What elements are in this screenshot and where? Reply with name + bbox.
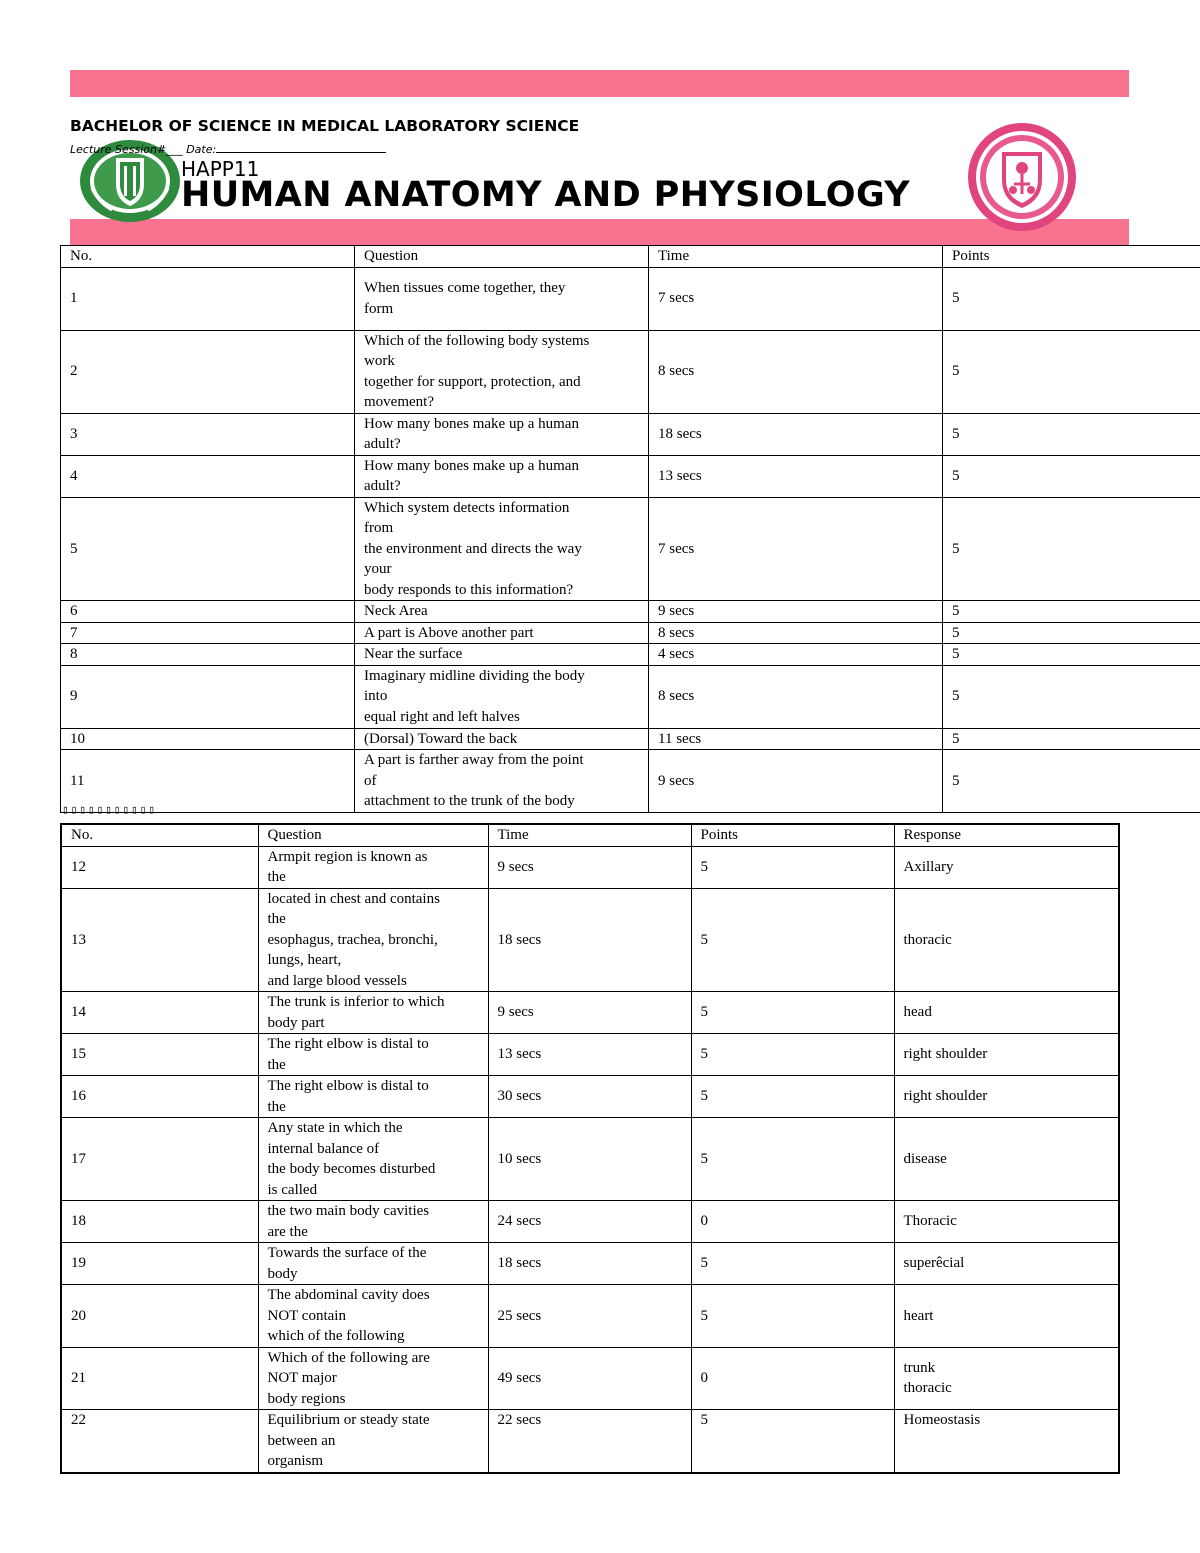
cell-time: 13 secs: [488, 1034, 691, 1076]
cell-time: 49 secs: [488, 1347, 691, 1410]
cell-no: 12: [61, 846, 258, 888]
cell-no: 19: [61, 1243, 258, 1285]
header-no: No.: [61, 246, 355, 268]
cell-no: 2: [61, 330, 355, 413]
table-row: [61, 644, 1200, 666]
cell-time: 8 secs: [649, 622, 943, 644]
cell-no: 20: [61, 1285, 258, 1348]
cell-time: 7 secs: [649, 497, 943, 601]
cell-no: 11: [61, 750, 355, 813]
cell-points: 0: [691, 1201, 894, 1243]
cell-points: 5: [943, 665, 1200, 728]
cell-points: 5: [691, 1118, 894, 1201]
cell-question: (Dorsal) Toward the back: [355, 728, 649, 750]
cell-question: located in chest and contains the esophagus, trachea, bronchi, lungs, heart, and large blood vessels: [258, 888, 488, 992]
cell-time: 9 secs: [488, 846, 691, 888]
cell-question: How many bones make up a human adult?: [355, 413, 649, 455]
cell-points: 5: [691, 846, 894, 888]
cell-no: 15: [61, 1034, 258, 1076]
cell-question: The abdominal cavity does NOT contain which of the following: [258, 1285, 488, 1348]
cell-response: Homeostasis: [894, 1410, 1119, 1473]
cell-time: 9 secs: [649, 750, 943, 813]
table-row: [61, 1076, 1119, 1118]
table-row: [61, 750, 1200, 813]
table-row: [61, 497, 1200, 601]
missing-glyph-row: ▯▯▯▯▯▯▯▯▯▯▯: [62, 803, 157, 816]
header-question: Question: [355, 246, 649, 268]
cell-response: Axillary: [894, 846, 1119, 888]
cell-response: thoracic: [894, 888, 1119, 992]
quiz-table-1: [60, 245, 1200, 813]
cell-question: Which of the following body systems work together for support, protection, and movement?: [355, 330, 649, 413]
header-points: Points: [943, 246, 1200, 268]
cell-points: 5: [943, 601, 1200, 623]
header-accent-bar: [70, 70, 1129, 97]
cell-time: 8 secs: [649, 330, 943, 413]
cell-no: 22: [61, 1410, 258, 1473]
table-header-row: [61, 824, 1119, 846]
quiz-table-2-body: [61, 824, 1119, 1473]
table-row: [61, 1118, 1119, 1201]
table-row: [61, 1034, 1119, 1076]
cell-points: 5: [943, 330, 1200, 413]
cell-time: 11 secs: [649, 728, 943, 750]
cell-time: 4 secs: [649, 644, 943, 666]
quiz-table-1-body: [61, 246, 1200, 813]
cell-response: right shoulder: [894, 1076, 1119, 1118]
cell-points: 5: [691, 992, 894, 1034]
cell-points: 5: [691, 1076, 894, 1118]
cell-time: 24 secs: [488, 1201, 691, 1243]
cell-question: A part is farther away from the point of attachment to the trunk of the body: [355, 750, 649, 813]
cell-question: Armpit region is known as the: [258, 846, 488, 888]
date-underline: [216, 142, 386, 153]
cell-time: 7 secs: [649, 267, 943, 330]
table-header-row: [61, 246, 1200, 268]
table-row: [61, 413, 1200, 455]
cell-response: heart: [894, 1285, 1119, 1348]
cell-no: 1: [61, 267, 355, 330]
cell-time: 30 secs: [488, 1076, 691, 1118]
cell-points: 5: [691, 1034, 894, 1076]
university-seal-right-icon: [966, 122, 1078, 232]
course-code: HAPP11: [181, 157, 260, 181]
cell-no: 16: [61, 1076, 258, 1118]
cell-points: 5: [943, 728, 1200, 750]
header-question: Question: [258, 824, 488, 846]
cell-question: Near the surface: [355, 644, 649, 666]
cell-time: 18 secs: [488, 888, 691, 992]
program-title: BACHELOR OF SCIENCE IN MEDICAL LABORATORY SCIENCE: [70, 117, 580, 135]
cell-question: Equilibrium or steady state between an organism: [258, 1410, 488, 1473]
table-row: [61, 992, 1119, 1034]
header-no: No.: [61, 824, 258, 846]
cell-question: Neck Area: [355, 601, 649, 623]
cell-no: 9: [61, 665, 355, 728]
cell-question: Any state in which the internal balance of the body becomes disturbed is called: [258, 1118, 488, 1201]
session-date-label: Lecture Session#___ Date:: [70, 143, 217, 156]
table-row: [61, 330, 1200, 413]
cell-question: The right elbow is distal to the: [258, 1034, 488, 1076]
cell-time: 22 secs: [488, 1410, 691, 1473]
table-row: [61, 622, 1200, 644]
cell-time: 13 secs: [649, 455, 943, 497]
cell-response: Thoracic: [894, 1201, 1119, 1243]
table-row: [61, 728, 1200, 750]
cell-points: 5: [691, 888, 894, 992]
cell-no: 17: [61, 1118, 258, 1201]
cell-question: When tissues come together, they form: [355, 267, 649, 330]
table-row: [61, 846, 1119, 888]
table-row: [61, 888, 1119, 992]
cell-points: 5: [691, 1410, 894, 1473]
cell-question: The trunk is inferior to which body part: [258, 992, 488, 1034]
cell-no: 18: [61, 1201, 258, 1243]
header-response: Response: [894, 824, 1119, 846]
cell-points: 0: [691, 1347, 894, 1410]
table-row: [61, 1243, 1119, 1285]
table-row: [61, 1347, 1119, 1410]
cell-no: 14: [61, 992, 258, 1034]
cell-response: trunk thoracic: [894, 1347, 1119, 1410]
cell-response: right shoulder: [894, 1034, 1119, 1076]
table-row: [61, 267, 1200, 330]
cell-question: Towards the surface of the body: [258, 1243, 488, 1285]
cell-points: 5: [943, 413, 1200, 455]
session-date-line: [70, 142, 386, 156]
cell-question: The right elbow is distal to the: [258, 1076, 488, 1118]
header-points: Points: [691, 824, 894, 846]
cell-points: 5: [691, 1285, 894, 1348]
table-row: [61, 601, 1200, 623]
course-title: HUMAN ANATOMY AND PHYSIOLOGY: [181, 175, 911, 215]
cell-no: 13: [61, 888, 258, 992]
cell-question: Which system detects information from the environment and directs the way your body responds to this information?: [355, 497, 649, 601]
cell-time: 18 secs: [649, 413, 943, 455]
cell-response: disease: [894, 1118, 1119, 1201]
table-row: [61, 665, 1200, 728]
table-row: [61, 455, 1200, 497]
cell-response: superêcial: [894, 1243, 1119, 1285]
cell-no: 6: [61, 601, 355, 623]
header-time: Time: [649, 246, 943, 268]
cell-points: 5: [943, 267, 1200, 330]
cell-time: 8 secs: [649, 665, 943, 728]
cell-time: 9 secs: [649, 601, 943, 623]
cell-points: 5: [943, 622, 1200, 644]
quiz-table-2: [60, 823, 1120, 1474]
table-row: [61, 1410, 1119, 1473]
cell-points: 5: [691, 1243, 894, 1285]
cell-time: 25 secs: [488, 1285, 691, 1348]
header-time: Time: [488, 824, 691, 846]
cell-question: How many bones make up a human adult?: [355, 455, 649, 497]
cell-no: 10: [61, 728, 355, 750]
cell-question: the two main body cavities are the: [258, 1201, 488, 1243]
cell-no: 5: [61, 497, 355, 601]
cell-points: 5: [943, 497, 1200, 601]
cell-time: 10 secs: [488, 1118, 691, 1201]
cell-no: 4: [61, 455, 355, 497]
cell-no: 8: [61, 644, 355, 666]
cell-question: Which of the following are NOT major body regions: [258, 1347, 488, 1410]
cell-no: 3: [61, 413, 355, 455]
cell-response: head: [894, 992, 1119, 1034]
table-row: [61, 1285, 1119, 1348]
table-row: [61, 1201, 1119, 1243]
cell-points: 5: [943, 455, 1200, 497]
cell-points: 5: [943, 644, 1200, 666]
cell-question: Imaginary midline dividing the body into equal right and left halves: [355, 665, 649, 728]
cell-question: A part is Above another part: [355, 622, 649, 644]
cell-no: 21: [61, 1347, 258, 1410]
cell-points: 5: [943, 750, 1200, 813]
cell-time: 18 secs: [488, 1243, 691, 1285]
cell-no: 7: [61, 622, 355, 644]
cell-time: 9 secs: [488, 992, 691, 1034]
